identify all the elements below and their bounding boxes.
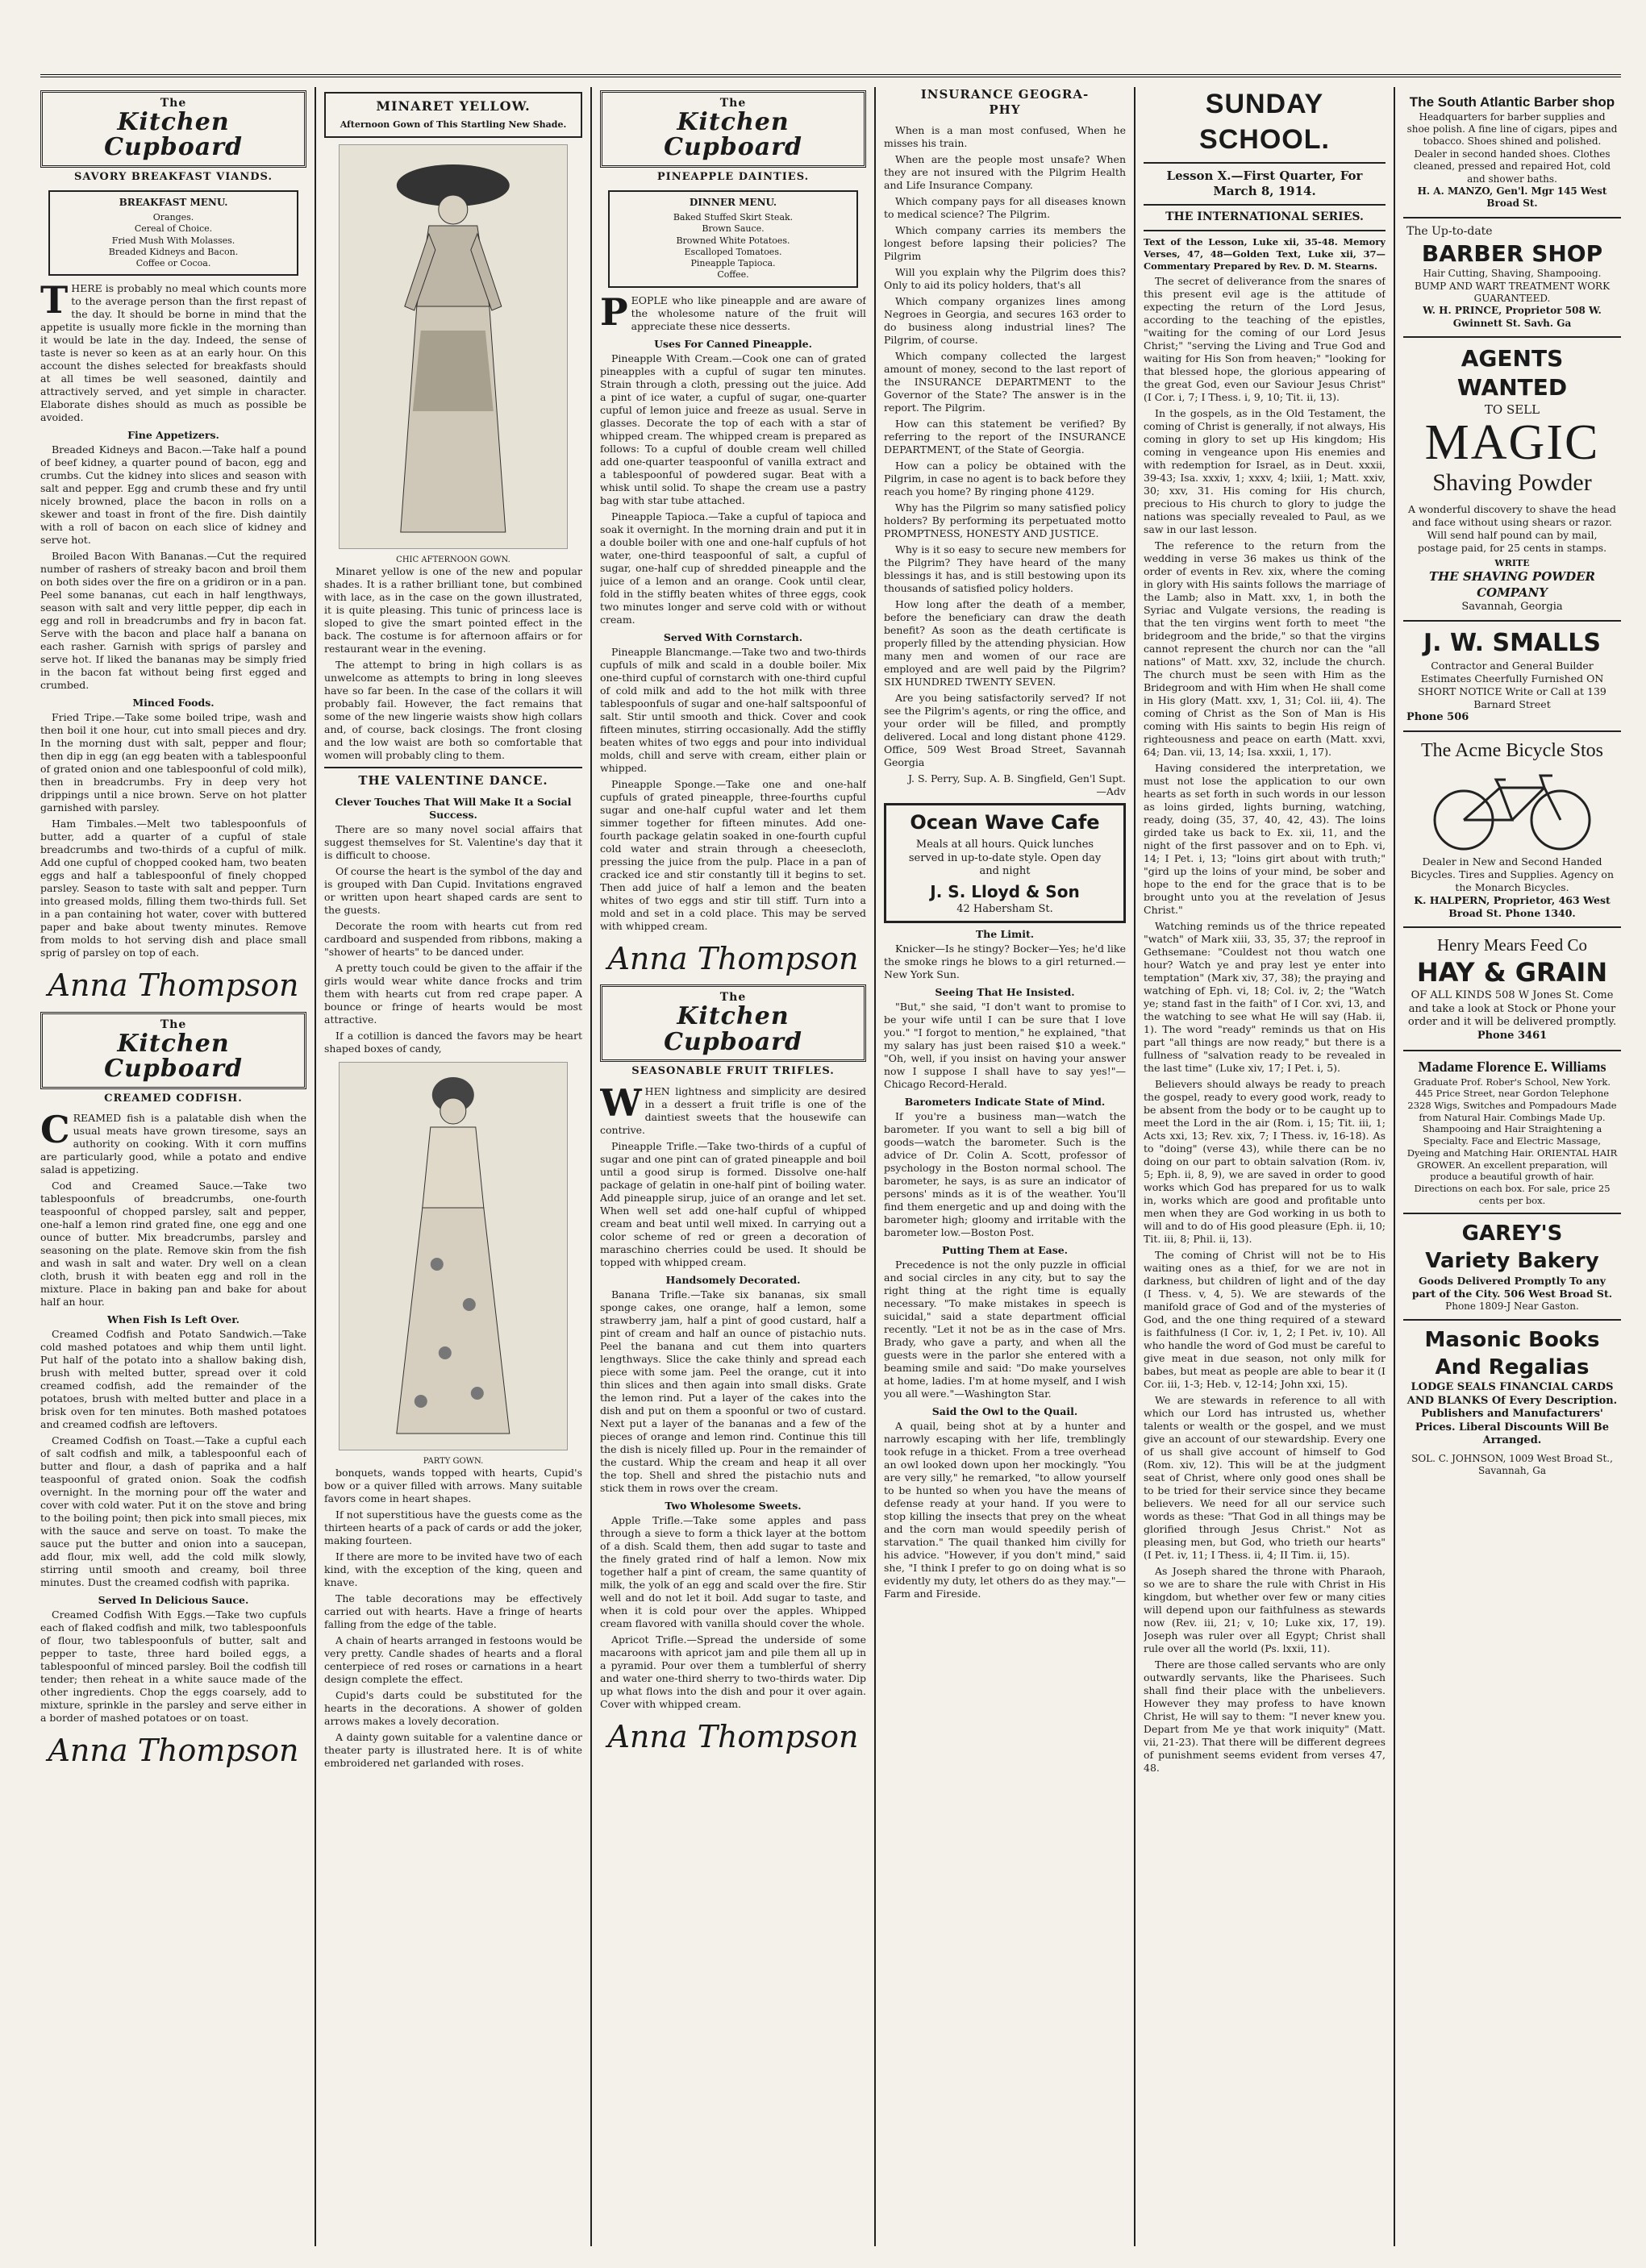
paragraph: If a cotillion is danced the favors may be heart shaped boxes of candy, <box>324 1029 582 1055</box>
ad-pre: The Up-to-date <box>1406 224 1493 238</box>
ad-footer: W. H. PRINCE, Proprietor 508 W. Gwinnett St. Savh. Ga <box>1423 305 1602 329</box>
paragraph: Creamed Codfish on Toast.—Take a cupful each of salt codfish and milk, a tablespoonful each of butter and flour, a dash of paprika and a half teaspoonful of grated onion. Soak the codfish overnight. In the morning pour off the water and cover with cold water. Put it on the stove and bring to the boiling point; then pick into small pieces, mix with the sauce and serve on toast. To make the sauce put the butter and onion into a saucepan, add flour, mix well, add the cold milk slowly, stirring until smooth and creamy, boil three minutes. Dust the creamed codfish with paprika. <box>40 1434 306 1589</box>
subhead: When Fish Is Left Over. <box>107 1313 240 1326</box>
column-3 <box>600 87 866 2246</box>
ad-body: OF ALL KINDS 508 W Jones St. Come and take a look at Stock or Phone your order and it will be delivered promptly. <box>1407 989 1617 1029</box>
ad-headline-2: And Regalias <box>1435 1355 1590 1380</box>
article-title-box <box>324 92 582 138</box>
paragraph: Creamed Codfish and Potato Sandwich.—Take cold mashed potatoes and whip them until light. Put half of the potato into a shallow baking dish, brush with melted butter, spread over it cold creamed codfish, add the remainder of the potatoes, brush with melted butter and place in a brisk oven for ten minutes. Both mashed potatoes and creamed codfish are leftovers. <box>40 1328 306 1431</box>
ad-footer: H. A. MANZO, Gen'l. Mgr 145 West Broad St. <box>1417 185 1607 210</box>
column-rule <box>1134 87 1136 2246</box>
paragraph: If not superstitious have the guests come as the thirteen hearts of a pack of cards or add the joker, making fourteen. <box>324 1509 582 1547</box>
paragraph: A quail, being shot at by a hunter and narrowly escaping with her life, tremblingly took refuge in a thicket. From a tree overhead an owl looked down upon her mockingly. "You are very silly," he remarked, "to allow yourself to be hunted so when you have the means of defense ready at your hand. If you were to stop killing the insects that prey on the wheat and the corn man would speedily perish of starvation." The quail thanked him civilly for his advice. "However, if you don't mind," said she, "I think I prefer to go on doing what is so evidently my duty, let others do as they may."—Farm and Fireside. <box>884 1420 1126 1600</box>
fashion-illustration <box>339 144 568 549</box>
ad-owner: J. S. Lloyd & Son <box>930 881 1080 901</box>
paragraph: Breaded Kidneys and Bacon.—Take half a pound of beef kidney, a quarter pound of bacon, egg and crumbs. Cut the kidney into slices and season with salt and pepper. Egg and crumb these and fry until nicely browned, place the bacon in rolls on a skewer and toast in front of the fire. Dish daintily with a roll of bacon on each slice of kidney and serve hot. <box>40 443 306 547</box>
article-title: PINEAPPLE DAINTIES. <box>656 170 810 183</box>
kitchen-cupboard-masthead: The Kitchen Cupboard <box>40 90 306 168</box>
ad-headline: Masonic Books <box>1424 1328 1600 1353</box>
lesson-heading: Lesson X.—First Quarter, For March 8, 1914. <box>1166 169 1363 199</box>
article-intro: CREAMED fish is a palatable dish when the usual meats have grown tiresome, says an authority on cooking. With it corn muffins are particularly good, while a potato and endive salad is appetizing. <box>40 1108 306 1176</box>
newspaper-page <box>40 74 1621 2246</box>
subhead: Barometers Indicate State of Mind. <box>904 1096 1106 1109</box>
column-1 <box>40 87 306 2246</box>
paragraph: "But," she said, "I don't want to promise to be your wife until I can be sure that I love you." "I forgot to mention," he explained, "that my salary has just been raised $10 a week." "Oh, well, if you insist on having your answer now I suppose I shall have to say yes!"—Chicago Record-Herald. <box>884 1001 1126 1091</box>
paragraph: There are so many novel social affairs that suggest themselves for St. Valentine's day that it is difficult to choose. <box>324 822 582 861</box>
paragraph: Apricot Trifle.—Spread the underside of some macaroons with apricot jam and pile them all up in a pyramid. Pour over them a tumblerful of sherry and water one-third sherry to two-thirds water. Dip up what flows into the dish and pour it over again. Cover with whipped cream. <box>600 1633 866 1710</box>
paragraph: Pineapple Tapioca.—Take a cupful of tapioca and soak it overnight. In the morning drain and put it in a double boiler with one and one-half cupfuls of hot water, one-third teaspoonful of salt, a cupful of sugar, one-half cup of shredded pineapple and the juice of a lemon and an orange. Cook until clear, fold in the stiffly beaten whites of three eggs, cook two minutes longer and serve cold with or without cream. <box>600 510 866 626</box>
ad-write: WRITE <box>1494 558 1530 569</box>
paragraph: Pineapple Trifle.—Take two-thirds of a cupful of sugar and one pint can of grated pineapple and boil until a good sirup is formed. Dissolve one-half package of gelatin in one-half pint of boiling water. Add pineapple sirup, juice of an orange and let set. When well set add one-half cupful of whipped cream and beat until well mixed. In carrying out a color scheme of red or green a decoration of maraschino cherries could be used. It should be topped with whipped cream. <box>600 1139 866 1268</box>
paragraph: A dainty gown suitable for a valentine dance or theater party is illustrated here. It is of white embroidered net garlanded with roses. <box>324 1731 582 1770</box>
ad-body: Headquarters for barber supplies and shoe polish. A fine line of cigars, pipes and tobacco. Shoes shined and polished. Dealer in second handed shoes. Clothes cleaned, pressed and repaired Hot, cold and shower baths. <box>1406 110 1618 185</box>
subhead: Minced Foods. <box>132 697 215 710</box>
paragraph: Why has the Pilgrim so many satisfied policy holders? By performing its perpetuated motto PROMPTNESS, HONESTY AND JUSTICE. <box>884 501 1126 540</box>
article-intro: PEOPLE who like pineapple and are aware of the wholesome nature of the fruit will appreciate these nice desserts. <box>600 289 866 334</box>
masonic-books-ad <box>1403 1321 1621 1484</box>
subhead: Putting Them at Ease. <box>941 1244 1069 1257</box>
article-title: THE VALENTINE DANCE. <box>358 773 548 789</box>
article-intro: THERE is probably no meal which counts more to the average person than the first repast of the day. It should be borne in mind that the appetite is usually more fickle in the morning than it would be late in the day. Indeed, the sense of taste is never so keen as at an early hour. On this account the dishes selected for breakfasts should at all times be well seasoned, daintily and attractively served, and yet simple in character. Elaborate dishes should as much as possible be avoided. <box>40 278 306 424</box>
signature-line: J. S. Perry, Sup. A. B. Singfield, Gen'l Supt. —Adv <box>907 772 1126 798</box>
paragraph: A chain of hearts arranged in festoons would be very pretty. Candle shades of hearts and a floral centerpiece of red roses or carnations in a heart design complete the effect. <box>324 1634 582 1686</box>
fashion-illustration <box>339 1062 568 1450</box>
article-deck: Afternoon Gown of This Startling New Shade. <box>340 119 567 131</box>
paragraph: Precedence is not the only puzzle in official and social circles in any city, but to say the right thing at the right time is equally necessary. "To make mistakes in speech is suicidal," said a state department official recently. "Let it not be as in the case of Mrs. Brady, who gave a party, and when all the guests were in the parlor she entered with a beaming smile and said: "Do make yourselves at home, ladies. I'm at home myself, and I wish you all were."—Washington Star. <box>884 1259 1126 1400</box>
paragraph: Cupid's darts could be substituted for the hearts in the decorations. A shower of golden arrows makes a lovely decoration. <box>324 1689 582 1728</box>
paragraph: Watching reminds us of the thrice repeated "watch" of Mark xiii, 33, 35, 37; the reproof in Gethsemane: "Couldest not thou watch one hour? Watch ye and pray lest ye enter into temptation" (Mark xiv, 37, 38); the praying and watching of Eph. vi, 18; Col. iv, 2; the "Watch ye; stand fast in the faith" of I Cor. xvi, 13, and the watching to see what He will say (Hab. ii, 1). The word "ready" reminds us that on His part "all things are now ready," but there is a fullness of "salvation ready to be revealed in the last time" (Luke xiv, 17; I Pet. i, 5). <box>1144 920 1386 1075</box>
ad-headline: The Acme Bicycle Stos <box>1421 740 1603 762</box>
ad-headline: J. W. SMALLS <box>1423 629 1601 658</box>
ad-headline: HAY & GRAIN <box>1416 957 1608 988</box>
paragraph: Having considered the interpretation, we must not lose the application to our own hearts as set forth in such words in our lesson as loins girded, lights burning, watching, ready, doing (35, 37, 40, 42, 43). The loins girded take us back to Ex. xii, 11, and the night of the first passover and on to Eph. vi, 14; I Pet. i, 13; "loins girt about with truth;" "gird up the loins of your mind, be sober and hope to the end for the grace that is to be brought unto you at the revelation of Jesus Christ." <box>1144 762 1386 917</box>
ad-body: Goods Delivered Promptly To any part of the City. 506 West Broad St. <box>1411 1275 1613 1300</box>
paragraph: Cod and Creamed Sauce.—Take two tablespoonfuls of breadcrumbs, one-fourth teaspoonful of chopped parsley, salt and pepper, one-half a lemon rind grated fine, one egg and one ounce of butter. Mix breadcrumbs, parsley and seasoning on the plate. Remove skin from the fish and wash in salt and water. Dry well on a clean cloth, brush it with beaten egg and roll in the mixture. Place in baking pan and bake for about half an hour. <box>40 1180 306 1309</box>
kitchen-cupboard-masthead: The Kitchen Cupboard <box>600 90 866 168</box>
subhead: Served With Cornstarch. <box>663 630 803 643</box>
ad-mid: TO SELL <box>1484 402 1540 417</box>
paragraph: bonquets, wands topped with hearts, Cupid's bow or a quiver filled with arrows. Many suitable favors come in heart shapes. <box>324 1467 582 1505</box>
paragraph: Of course the heart is the symbol of the day and is grouped with Dan Cupid. Invitations engraved or written upon heart shaped cards are sent to the guests. <box>324 864 582 916</box>
paragraph: If there are more to be invited have two of each kind, with the exception of the king, queen and knave. <box>324 1550 582 1589</box>
paragraph: When are the people most unsafe? When they are not insured with the Pilgrim Health and Life Insurance Company. <box>884 153 1126 192</box>
article-intro: WHEN lightness and simplicity are desired in a dessert a fruit trifle is one of the daintiest sweets that the housewife can contrive. <box>600 1080 866 1136</box>
ocean-wave-cafe-ad <box>884 803 1126 923</box>
breakfast-menu: BREAKFAST MENU. Oranges. Cereal of Choice. Fried Mush With Molasses. Breaded Kidneys and Bacon. Coffee or Cocoa. <box>48 190 298 276</box>
subhead: Handsomely Decorated. <box>665 1273 801 1286</box>
paragraph: As Joseph shared the throne with Pharaoh, so we are to share the rule with Christ in His kingdom, but whether over few or many cities will depend upon our faithfulness as stewards now (Rev. iii, 21; v, 10; Luke xix, 17, 19). Joseph was ruler over all Egypt; Christ shall rule over all the world (Ps. lxxii, 11). <box>1144 1565 1386 1655</box>
ad-headline-2: Variety Bakery <box>1425 1248 1599 1273</box>
paragraph: A pretty touch could be given to the affair if the girls would wear white dance frocks and trim them with hearts cut from red crape paper. A bounce or fringe of hearts would be most attractive. <box>324 961 582 1026</box>
paragraph: The table decorations may be effectively carried out with hearts. Have a fringe of hearts falling from the edge of the table. <box>324 1592 582 1631</box>
ad-pre: Henry Mears Feed Co <box>1436 935 1588 955</box>
paragraph: Banana Trifle.—Take six bananas, six small sponge cakes, one orange, half a lemon, some strawberry jam, half a pint of good custard, half a pint of cream and half an ounce of pistachio nuts. Peel the banana and cut them into quarters lengthways. Slice the cake thinly and spread each piece with some jam. Peel the orange, cut it into thin slices and then again into small disks. Grate the lemon rind. Put a layer of the cakes into the dish and put on them a spoonful or two of custard. Next put a layer of the bananas and a few of the pieces of orange and lemon rind. Continue this till the dish is nicely filled up. Pour in the remainder of the custard. Whip the cream and heap it all over the top. Shell and shred the pistachio nuts and stick them in rows over the cream. <box>600 1288 866 1494</box>
acme-bicycle-ad <box>1403 732 1621 928</box>
column-4 <box>884 87 1126 2246</box>
paragraph: How long after the death of a member, before the beneficiary can draw the death benefit? As soon as the death certificate is properly filled by the attending physician. How many men and women of our race are employed and are well paid by the Pilgrim? SIX HUNDRED TWENTY SEVEN. <box>884 598 1126 689</box>
paragraph: Believers should always be ready to preach the gospel, ready to every good work, ready to be absent from the body or to be caught up to meet the Lord in the air (Rom. i, 15; Tit. iii, 1; Acts xxi, 13; Rev. xix, 7; I Thess. iv, 16-18). As to "doing" (verse 43), while there can be no doing on our part to obtain salvation (Rom. iv, 5; Eph. ii, 8, 9), we are saved in order to good works which God has prepared for us to walk in, works which are good and profitable unto men when they are God working in us both to will and to do of His good pleasure (Eph. ii, 10; Tit. iii, 8; Phil. ii, 13). <box>1144 1078 1386 1246</box>
section-title: SUNDAY SCHOOL. <box>1199 89 1330 155</box>
column-rule <box>315 87 316 2246</box>
magic-shaving-powder-ad <box>1403 338 1621 622</box>
ad-body: A wonderful discovery to shave the head and face without using shears or razor. Will send half pound can by mail, postage paid, for 25 cents in stamps. <box>1408 503 1616 555</box>
column-5 <box>1144 87 1386 2246</box>
ad-footer-2: Savannah, Georgia <box>1461 600 1563 613</box>
paragraph: Apple Trifle.—Take some apples and pass through a sieve to form a thick layer at the bottom of a dish. Scald them, then add sugar to taste and the finely grated rind of half a lemon. Now mix together half a pint of cream, the same quantity of milk, the yolk of an egg and scald over the fire. Stir well and do not let it boil. Add sugar to taste, and when it is cold pour over the apples. Whipped cream flavored with vanilla should cover the whole. <box>600 1513 866 1629</box>
lesson-reference: Text of the Lesson, Luke xii, 35-48. Memory Verses, 47, 48—Golden Text, Luke xii, 37—Commentary Prepared by Rev. D. M. Stearns. <box>1144 236 1386 272</box>
paragraph: Creamed Codfish With Eggs.—Take two cupfuls each of flaked codfish and milk, two tablespoonfuls of flour, two tablespoonfuls of butter, salt and pepper to taste, three hard boiled eggs, a tablespoonful of minced parsley. Boil the codfish till tender; then reheat in a white sauce made of the other ingredients. Chop the eggs coarsely, add to mixture, sprinkle in the parsley and serve either in a border of mashed potatoes or on toast. <box>40 1608 306 1725</box>
column-rule <box>1394 87 1395 2246</box>
ad-headline-2: Shaving Powder <box>1432 469 1592 496</box>
paragraph: Why is it so easy to secure new members for the Pilgrim? They have heard of the many blessings it has, and is still bestowing upon its thousands of satisfied policy holders. <box>884 543 1126 595</box>
article-title: CREAMED CODFISH. <box>104 1092 243 1105</box>
series-heading: THE INTERNATIONAL SERIES. <box>1165 210 1364 224</box>
column-2 <box>324 87 582 2246</box>
paragraph: Minaret yellow is one of the new and popular shades. It is a rather brilliant tone, but combined with lace, as in the case on the gown illustrated, it is quite pleasing. This tunic of princess lace is sloped to give the smart pointed effect in the back. The costume is for afternoon affairs or for restaurant wear in the evening. <box>324 565 582 655</box>
paragraph: Which company collected the largest amount of money, second to the last report of the INSURANCE DEPARTMENT to the Governor of the State? The answer is in the report. The Pilgrim. <box>884 350 1126 414</box>
signature: Anna Thompson <box>607 1718 859 1754</box>
paragraph: Which company carries its members the longest before lapsing their policies? The Pilgrim <box>884 224 1126 263</box>
paragraph: Ham Timbales.—Melt two tablespoonfuls of butter, add a quarter of a cupful of stale breadcrumbs and two-thirds of a cupful of milk. Add one cupful of chopped cooked ham, two beaten eggs and half a tablespoonful of finely chopped parsley. Season to taste with salt and pepper. Turn into greased molds, filling them two-thirds full. Set in a pan containing hot water, cover with buttered paper and bake about twenty minutes. Remove from molds to hot serving dish and place small sprig of parsley on top of each. <box>40 818 306 959</box>
ad-headline: Ocean Wave Cafe <box>910 811 1100 834</box>
signature: Anna Thompson <box>607 940 859 976</box>
ad-body: LODGE SEALS FINANCIAL CARDS AND BLANKS Of Every Description. Publishers and Manufacturers' Prices. Liberal Discounts Will Be Arranged. <box>1406 1380 1618 1447</box>
paragraph: Knicker—Is he stingy? Bocker—Yes; he'd like the smoke rings he blows to a girl returned.—New York Sun. <box>884 943 1126 981</box>
ad-body: Meals at all hours. Quick lunches served in up-to-date style. Open day and night <box>908 839 1102 878</box>
paragraph: The attempt to bring in high collars is as unwelcome as attempts to bring in long sleeves have so far been. In the case of the collars it will probably fail. However, the fact remains that some of the new lingerie waists show high collars and, of course, back closings. The front closing and the low waist are both so comfortable that women will probably cling to them. <box>324 659 582 762</box>
paragraph: The secret of deliverance from the snares of this present evil age is the attitude of expecting the return of the Lord Jesus, according to the teaching of the epistles, "waiting for the coming of our Lord Jesus Christ;" "serving the Living and True God and waiting for His Son from heaven;" "looking for that blessed hope, the glorious appearing of the great God, even our Saviour Jesus Christ" (I Cor. i, 7; I Thess. i, 9, 10; Tit. ii, 13). <box>1144 275 1386 404</box>
paragraph: Which company pays for all diseases known to medical science? The Pilgrim. <box>884 195 1126 221</box>
ad-address: 42 Habersham St. <box>956 902 1053 915</box>
paragraph: The coming of Christ will not be to His waiting ones as a thief, for we are not in darkness, but children of light and of the day (I Thess. v, 4, 5). We are stewards of the manifold grace of God and of the mysteries of God, and the one thing required of a steward is faithfulness (I Cor. iv, 1, 2; I Pet. iv, 10). All who handle the word of God must be careful to give meat in due season, not only milk for babes, but meat as people are able to bear it (I Cor. iii, 1-3; Heb. v, 12-14; John xxi, 15). <box>1144 1249 1386 1391</box>
paragraph: We are stewards in reference to all with which our Lord has intrusted us, whether talents or wealth or the gospel, and we must give an account of our stewardship. Every one of us shall give account of himself to God (Rom. xiv, 12). This will be at the judgment seat of Christ, where only good ones shall be to be tried for their service since they became believers. We need for all our service such words as these: "That God in all things may be glorified through Jesus Christ." Not as pleasing men, but God, who trieth our hearts" (I Pet. iv, 11; I Thess. ii, 4; II Tim. ii, 15). <box>1144 1394 1386 1562</box>
ad-headline: BARBER SHOP <box>1421 239 1603 267</box>
ad-body: Hair Cutting, Shaving, Shampooing. BUMP AND WART TREATMENT WORK GUARANTEED. <box>1414 268 1611 305</box>
article-title: PHY <box>989 102 1021 118</box>
column-rule <box>590 87 592 2246</box>
subhead: Two Wholesome Sweets. <box>665 1499 802 1512</box>
barber-shop-ad <box>1403 87 1621 218</box>
figure-caption: CHIC AFTERNOON GOWN. <box>396 555 510 564</box>
ad-body: Graduate Prof. Rober's School, New York. 445 Price Street, near Gordon Telephone 2328 Wigs, Switches and Pompadours Made from Natural Hair. Combings Made Up. Shampooing and Hair Straightening a Specialty. Face and Electric Massage, Dyeing and Matching Hair. ORIENTAL HAIR GROWER. An excellent preparation, will produce a beautiful growth of hair. Directions on each box. For sale, price 25 cents per box. <box>1406 1076 1618 1206</box>
mears-feed-ad <box>1403 928 1621 1051</box>
subhead: Served In Delicious Sauce. <box>98 1594 249 1607</box>
article-deck: Clever Touches That Will Make It a Social Success. <box>335 795 572 821</box>
ad-headline: Madame Florence E. Williams <box>1418 1058 1606 1075</box>
bicycle-icon <box>1423 764 1601 852</box>
article-title: INSURANCE GEOGRA- <box>920 87 1090 102</box>
paragraph: If you're a business man—watch the barometer. If you want to sell a big bill of goods—watch the barometer. Such is the advice of Dr. Colin A. Scott, professor of psychology in the Boston normal school. The barometer, he says, is as sure an indicator of persons' minds as it is of the weather. You'll find them energetic and up and doing with the barometer high; gloomy and irritable with the barometer low.—Boston Post. <box>884 1110 1126 1239</box>
column-6-ads <box>1403 87 1621 2246</box>
dinner-menu: DINNER MENU. Baked Stuffed Skirt Steak. Brown Sauce. Browned White Potatoes. Escalloped Tomatoes. Pineapple Tapioca. Coffee. <box>608 190 858 287</box>
ad-footer: THE SHAVING POWDER COMPANY <box>1428 569 1596 600</box>
paragraph: There are those called servants who are only outwardly servants, like the Pharisees. Such shall find their place with the unbelievers. However they may profess to have known Christ, He will say to them: "I never knew you. Depart from Me ye that work iniquity" (Matt. vii, 21-23). That there will be different degrees of punishment seems evident from verses 47, 48. <box>1144 1658 1386 1775</box>
article-title: SAVORY BREAKFAST VIANDS. <box>73 170 273 183</box>
paragraph: Decorate the room with hearts cut from red cardboard and suspended from ribbons, making a "shower of hearts" to be danced under. <box>324 919 582 958</box>
ad-footer: K. HALPERN, Proprietor, 463 West Broad St. Phone 1340. <box>1414 894 1611 920</box>
article-title: SEASONABLE FRUIT TRIFLES. <box>631 1065 835 1077</box>
subhead: Fine Appetizers. <box>127 429 219 442</box>
column-rule <box>874 87 876 2246</box>
ad-footer: Phone 1809-J Near Gaston. <box>1445 1300 1579 1312</box>
smalls-contractor-ad <box>1403 622 1621 732</box>
paragraph: In the gospels, as in the Old Testament, the coming of Christ is generally, if not always, His coming in glory to set up His kingdom; His coming in vengeance upon His enemies and with redemption for Israel, as in Deut. xxxii, 39-43; Isa. xxxiv, 1; xxxv, 4; lxiii, 1; Matt. xxiv, 30; xxv, 31. His coming for His church, precious to His church to glory to judge the nations was specially revealed to Paul, as we saw in our last lesson. <box>1144 407 1386 536</box>
up-to-date-barber-ad <box>1403 218 1621 339</box>
party-gown-illustration-icon <box>340 1063 567 1450</box>
gareys-bakery-ad <box>1403 1214 1621 1321</box>
williams-hair-ad <box>1403 1051 1621 1215</box>
paragraph: Are you being satisfactorily served? If not see the Pilgrim's agents, or ring the office, and your order will be filled, and promptly delivered. Local and long distant phone 4129. Office, 509 West Broad Street, Savannah Georgia <box>884 692 1126 769</box>
paragraph: Pineapple Sponge.—Take one and one-half cupfuls of grated pineapple, three-fourths cupful sugar and one-half cupful water and let them simmer together for fifteen minutes. Add one-fourth package gelatin soaked in one-fourth cupful cold water and strain through a cheesecloth, pressing the juice from the pulp. Place in a pan of cracked ice and stir constantly till it begins to set. Then add juice of half a lemon and the beaten whites of two eggs and stir till stiff. Turn into a mold and set in a cold place. This may be served with whipped cream. <box>600 777 866 932</box>
subhead: Seeing That He Insisted. <box>935 986 1075 999</box>
ad-headline: GAREY'S <box>1461 1221 1563 1246</box>
subhead: Said the Owl to the Quail. <box>931 1405 1078 1418</box>
ad-footer: Phone 3461 <box>1477 1029 1548 1042</box>
ad-footer: SOL. C. JOHNSON, 1009 West Broad St., Savannah, Ga <box>1411 1453 1613 1477</box>
paragraph: How can a policy be obtained with the Pilgrim, in case no agent is to back before they reach you home? By ringing phone 4129. <box>884 460 1126 498</box>
ad-body: Dealer in New and Second Handed Bicycles. Tires and Supplies. Agency on the Monarch Bicycles. <box>1410 855 1615 894</box>
ad-footer: Phone 506 <box>1406 710 1469 723</box>
kitchen-cupboard-masthead: The Kitchen Cupboard <box>40 1012 306 1089</box>
paragraph: How can this statement be verified? By referring to the report of the INSURANCE DEPARTMENT, of the State of Georgia. <box>884 418 1126 456</box>
signature: Anna Thompson <box>48 1733 299 1769</box>
subhead: Uses For Canned Pineapple. <box>654 337 812 350</box>
subhead: The Limit. <box>975 928 1035 941</box>
article-title: MINARET YELLOW. <box>376 98 531 114</box>
figure-caption: PARTY GOWN. <box>423 1456 484 1466</box>
ad-headline: MAGIC <box>1424 415 1600 470</box>
signature: Anna Thompson <box>48 968 299 1004</box>
paragraph: Pineapple Blancmange.—Take two and two-thirds cupfuls of milk and scald in a double boiler. Mix one-third cupful of cornstarch with one-third cupful of cold milk and add to the hot milk with three tablespoonfuls of sugar and one-half saltspoonful of salt. Stir until smooth and thick. Cover and cook fifteen minutes, stirring occasionally. Add the stiffly beaten whites of two eggs and pour into individual molds, chill and serve with cream, either plain or whipped. <box>600 645 866 774</box>
paragraph: When is a man most confused, When he misses his train. <box>884 124 1126 150</box>
ad-pre: AGENTS WANTED <box>1456 345 1568 401</box>
paragraph: The reference to the return from the wedding in verse 36 makes us think of the order of events in Rev. xix, where the coming in glory with His saints follows the marriage of the Lamb; also in Matt. xxv, 1, in both the Syriac and Vulgate versions, the reading is that the ten virgins went forth to meet "the bridegroom and the bride," so that the virgins cannot represent the church nor can the "all nations" of Matt. xxv, 32, include the church. The church must be seen with Him as the Bridegroom and with Him when He shall come in His glory (Matt. xxv, 1, 31; Col. iii, 4). The coming of Christ as the Son of Man is His coming with His saints to begin His reign of righteousness and peace on earth (Matt. xxvi, 64; Dan. vii, 13, 14; Isa. xxxii, 1, 17). <box>1144 539 1386 759</box>
paragraph: Will you explain why the Pilgrim does this? Only to aid its policy holders, that's all <box>884 266 1126 292</box>
ad-body: Contractor and General Builder Estimates Cheerfully Furnished ON SHORT NOTICE Write or Call at 139 Barnard Street <box>1418 659 1606 710</box>
gown-illustration-icon <box>340 145 567 548</box>
kitchen-cupboard-masthead: The Kitchen Cupboard <box>600 984 866 1062</box>
paragraph: Fried Tripe.—Take some boiled tripe, wash and then boil it one hour, cut into small pieces and dry. In the morning dust with salt, pepper and flour; then dip in egg (an egg beaten with a tablespoonful of grated onion and one tablespoonful of cold milk), then in breadcrumbs. Fry in deep very hot drippings until a nice brown. Serve on hot platter garnished with parsley. <box>40 711 306 814</box>
ad-headline: The South Atlantic Barber shop <box>1409 94 1615 110</box>
paragraph: Pineapple With Cream.—Cook one can of grated pineapples with a cupful of sugar ten minutes. Strain through a cloth, pressing out the juice. Add a pint of ice water, a cupful of sugar, one-quarter cupful of lemon juice and freeze as usual. Serve in glasses. Decorate the top of each with a star of whipped cream. The whipped cream is prepared as follows: To a cupful of double cream well chilled add one-quarter teaspoonful of vanilla extract and a tablespoonful of powdered sugar. Beat with a whisk until solid. To shape the cream use a pastry bag with star tube attached. <box>600 352 866 506</box>
paragraph: Which company organizes lines among Negroes in Georgia, and secures 163 order to do business along industrial lines? The Pilgrim, of course. <box>884 295 1126 347</box>
paragraph: Broiled Bacon With Bananas.—Cut the required number of rashers of streaky bacon and broil them on both sides over the fire on a gridiron or in a pan. Peel some bananas, cut each in half lengthways, season with salt and very little pepper, dip each in egg and roll in breadcrumbs and fry in bacon fat. Serve with the bacon and place half a banana on each rasher. Garnish with sprigs of parsley and serve hot. If liked the bananas may be simply fried in the bacon fat without being first egged and crumbed. <box>40 550 306 692</box>
